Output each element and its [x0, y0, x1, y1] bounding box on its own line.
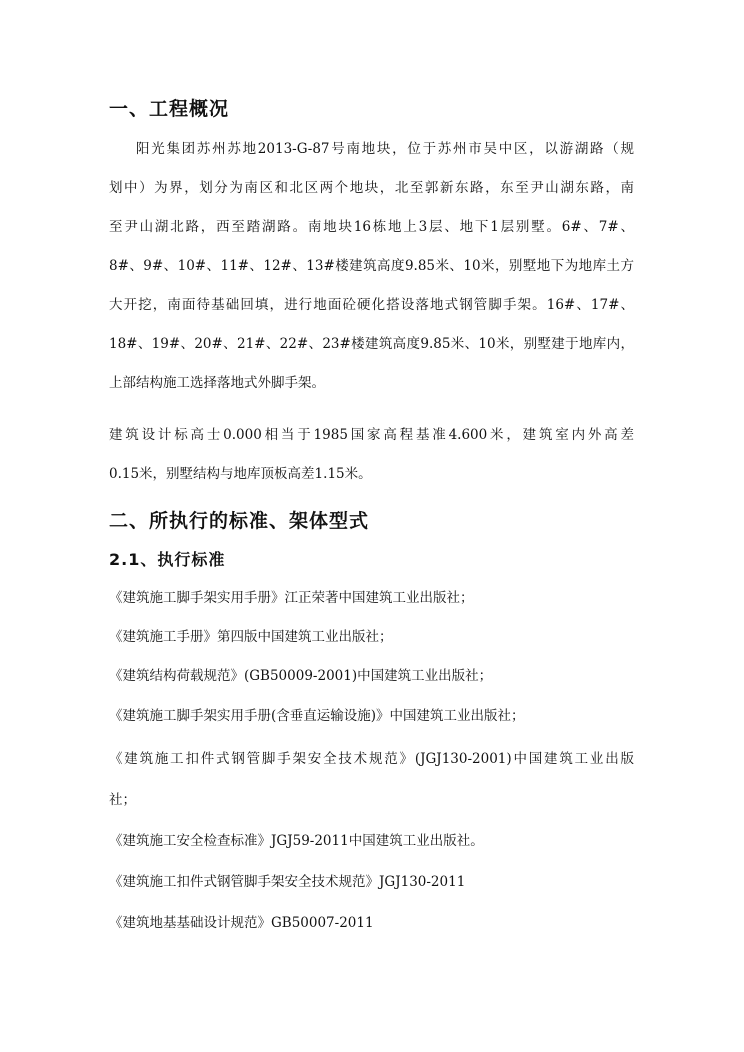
paragraph-line: 划中）为界，划分为南区和北区两个地块，北至郭新东路，东至尹山湖东路，南 — [109, 180, 634, 196]
standard-item: 《建筑施工安全检查标准》JGJ59-2011中国建筑工业出版社。 — [109, 833, 484, 849]
standard-item: 《建筑施工扣件式钢管脚手架安全技术规范》(JGJ130-2001)中国建筑工业出版 — [109, 751, 634, 767]
section-heading-standards: 二、所执行的标准、架体型式 — [109, 510, 370, 532]
paragraph-line: 上部结构施工选择落地式外脚手架。 — [109, 375, 325, 391]
standard-item: 《建筑施工手册》第四版中国建筑工业出版社； — [109, 629, 393, 645]
paragraph-line: 18#、19#、20#、21#、22#、23#楼建筑高度9.85米、10米，别墅建于地库内， — [109, 336, 634, 352]
paragraph-line: 大开挖，南面待基础回填，进行地面砼硬化搭设落地式钢管脚手架。16#、17#、 — [109, 297, 634, 313]
standard-item: 《建筑地基基础设计规范》GB50007-2011 — [109, 915, 374, 931]
paragraph-line: 阳光集团苏州苏地2013-G-87号南地块，位于苏州市吴中区，以游湖路（规 — [136, 141, 634, 157]
paragraph-line: 8#、9#、10#、11#、12#、13#楼建筑高度9.85米、10米，别墅地下为地库土方 — [109, 258, 634, 274]
standard-item: 《建筑结构荷载规范》(GB50009-2001)中国建筑工业出版社； — [109, 668, 493, 684]
paragraph-line: 建筑设计标高士0.000相当于1985国家高程基准4.600米，建筑室内外高差 — [109, 427, 634, 443]
paragraph-line: 至尹山湖北路，西至踏湖路。南地块16栋地上3层、地下1层别墅。6#、7#、 — [109, 219, 634, 235]
standard-item: 《建筑施工脚手架实用手册》江正荣著中国建筑工业出版社； — [109, 590, 474, 606]
standard-item: 社； — [109, 792, 136, 808]
standard-item: 《建筑施工扣件式钢管脚手架安全技术规范》JGJ130-2011 — [109, 874, 466, 890]
section-heading-project-overview: 一、工程概况 — [109, 98, 230, 120]
paragraph-line: 0.15米，别墅结构与地库顶板高差1.15米。 — [109, 466, 372, 482]
subsection-heading-standards: 2.1、执行标准 — [109, 550, 226, 569]
standard-item: 《建筑施工脚手架实用手册(含垂直运输设施)》中国建筑工业出版社； — [109, 708, 525, 724]
